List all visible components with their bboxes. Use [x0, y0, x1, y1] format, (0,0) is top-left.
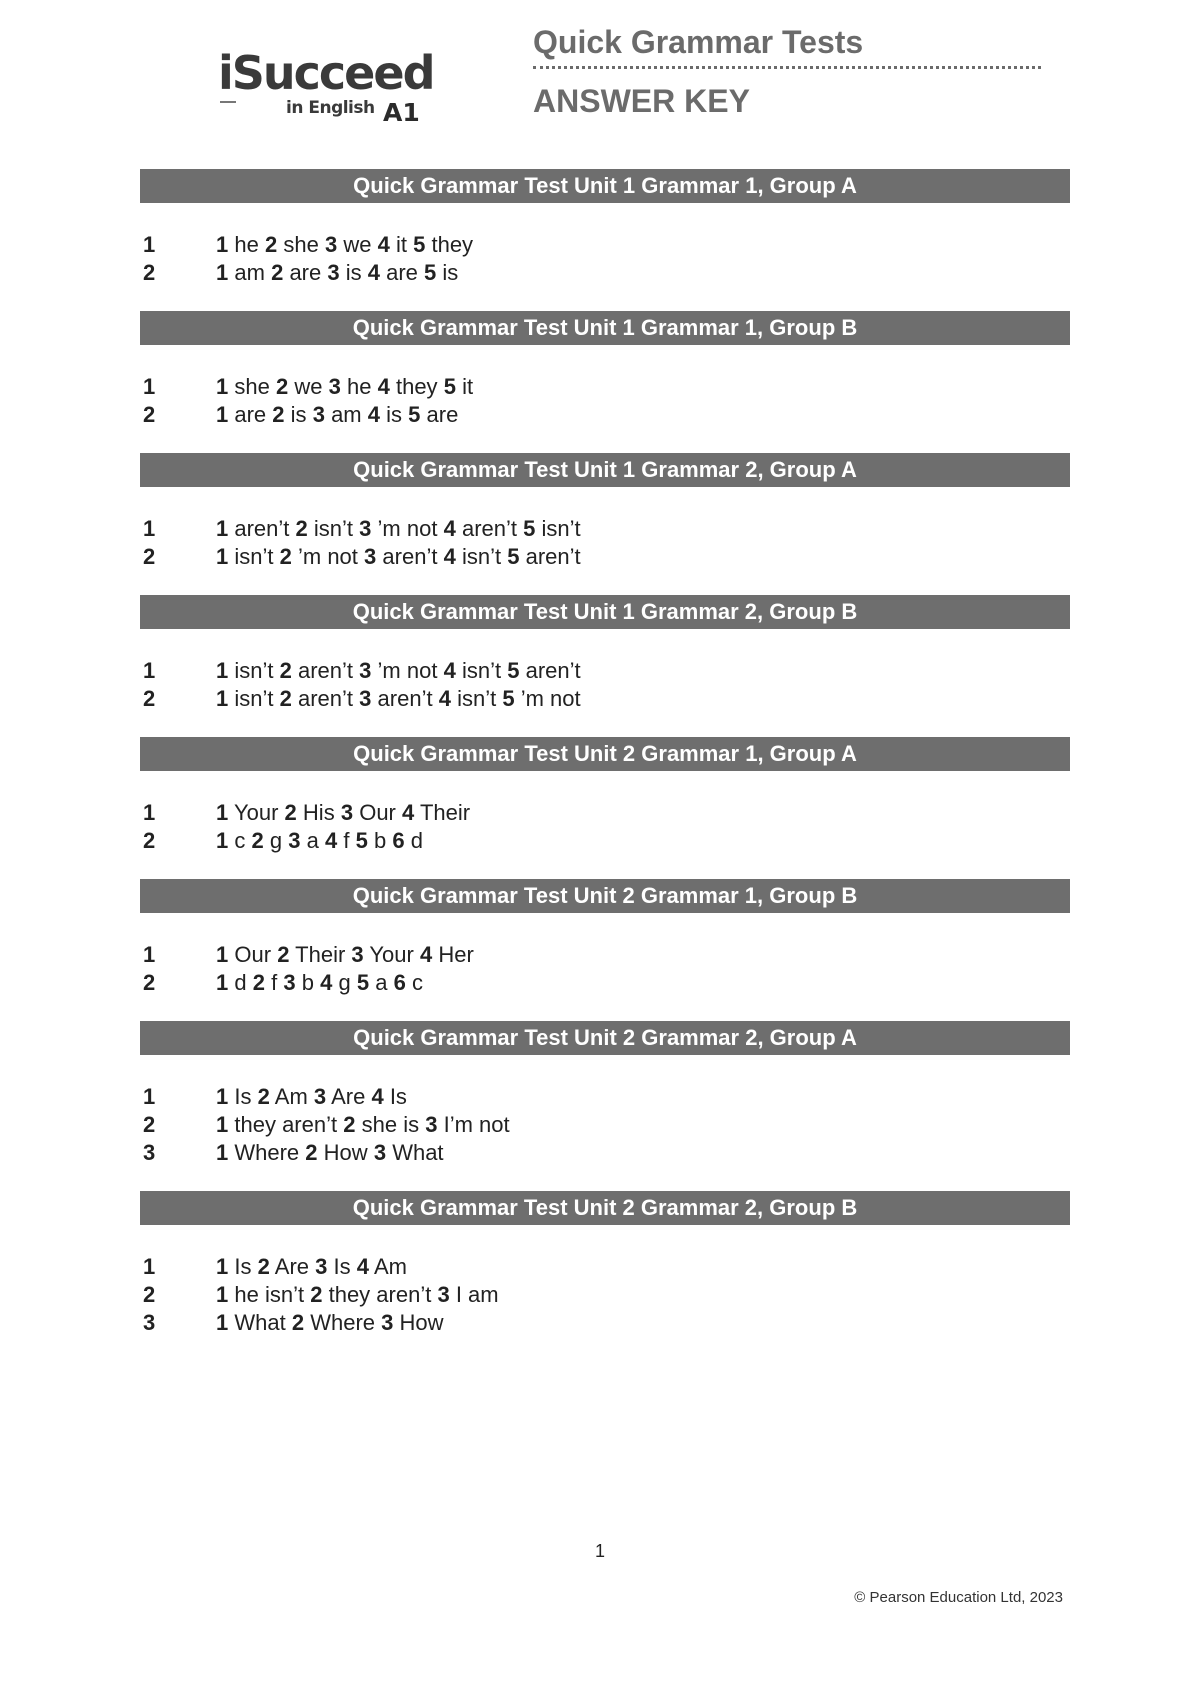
item-answer: b — [301, 970, 314, 995]
item-number: 5 — [502, 686, 515, 711]
item-number: 4 — [377, 374, 390, 399]
item-answer: a — [375, 970, 388, 995]
item-number: 3 — [283, 970, 296, 995]
answer-section — [140, 737, 1070, 879]
item-answer: Are — [274, 1254, 310, 1279]
section-header: Quick Grammar Test Unit 2 Grammar 1, Group B — [140, 879, 1070, 913]
item-answer: Am — [274, 1084, 308, 1109]
item-number: 1 — [216, 1140, 229, 1165]
item-answer: Is — [389, 1084, 407, 1109]
answer-row — [140, 373, 1070, 401]
answer-row — [140, 515, 1070, 543]
item-number: 1 — [216, 544, 229, 569]
item-answer: isn’t — [313, 516, 354, 541]
answer-row — [140, 259, 1070, 287]
item-number: 3 — [359, 686, 372, 711]
item-number: 6 — [392, 828, 405, 853]
exercise-number: 1 — [143, 374, 156, 399]
item-answer: isn’t — [234, 658, 274, 683]
exercise-number: 2 — [143, 828, 156, 853]
item-number: 2 — [279, 544, 292, 569]
item-number: 5 — [523, 516, 536, 541]
item-answer: are — [289, 260, 322, 285]
item-number: 2 — [275, 374, 289, 399]
answer-row — [140, 799, 1070, 827]
answer-list — [140, 1225, 1070, 1361]
item-answer: His — [302, 800, 335, 825]
item-number: 1 — [216, 942, 229, 967]
answer-section — [140, 1191, 1070, 1361]
item-answer: ’m not — [298, 544, 358, 569]
item-number: 5 — [507, 658, 520, 683]
item-number: 1 — [216, 516, 229, 541]
item-answer: Is — [234, 1254, 252, 1279]
item-number: 3 — [364, 544, 377, 569]
exercise-number: 3 — [143, 1310, 156, 1335]
item-answer: Is — [333, 1254, 351, 1279]
page-number: 1 — [594, 1541, 605, 1561]
answer-row — [140, 401, 1070, 429]
item-answer: How — [399, 1310, 444, 1335]
answer-text — [216, 657, 1070, 685]
item-answer: Our — [234, 942, 272, 967]
item-answer: What — [392, 1140, 444, 1165]
item-number: 2 — [257, 1254, 270, 1279]
item-answer: f — [271, 970, 278, 995]
answer-row — [140, 1139, 1070, 1167]
item-number: 3 — [359, 658, 372, 683]
item-number: 3 — [340, 800, 354, 825]
answer-list — [140, 203, 1070, 311]
item-answer: a — [306, 828, 319, 853]
item-answer: he — [234, 232, 259, 257]
item-answer: c — [412, 970, 423, 995]
item-number: 2 — [343, 1112, 356, 1137]
item-number: 1 — [216, 1310, 229, 1335]
item-number: 3 — [313, 1084, 327, 1109]
item-answer: I am — [455, 1282, 499, 1307]
item-number: 4 — [367, 402, 380, 427]
copyright-notice: © Pearson Education Ltd, 2023 — [854, 1589, 1063, 1606]
exercise-number: 3 — [143, 1140, 156, 1165]
item-number: 3 — [437, 1282, 450, 1307]
item-answer: we — [343, 232, 372, 257]
item-number: 2 — [310, 1282, 323, 1307]
answer-list — [140, 345, 1070, 453]
section-header: Quick Grammar Test Unit 2 Grammar 2, Group A — [140, 1021, 1070, 1055]
item-answer: they aren’t — [328, 1282, 432, 1307]
item-answer: f — [343, 828, 350, 853]
item-number: 5 — [413, 232, 426, 257]
answer-list — [140, 487, 1070, 595]
logo-underline — [220, 101, 236, 103]
exercise-number: 1 — [143, 1084, 156, 1109]
item-answer: it — [395, 232, 407, 257]
answer-text — [216, 827, 1070, 855]
exercise-number: 2 — [143, 544, 156, 569]
item-number: 2 — [291, 1310, 305, 1335]
item-answer: are — [234, 402, 267, 427]
section-header: Quick Grammar Test Unit 1 Grammar 1, Group A — [140, 169, 1070, 203]
item-answer: isn’t — [461, 544, 502, 569]
item-answer: g — [269, 828, 283, 853]
answer-text — [216, 1309, 1070, 1337]
answer-list — [140, 629, 1070, 737]
item-answer: she — [234, 374, 270, 399]
item-number: 4 — [367, 260, 380, 285]
item-number: 4 — [325, 828, 338, 853]
item-answer: g — [338, 970, 351, 995]
answer-section — [140, 595, 1070, 737]
item-answer: c — [234, 828, 246, 853]
answer-section — [140, 169, 1070, 311]
answer-row — [140, 543, 1070, 571]
item-number: 2 — [305, 1140, 318, 1165]
answer-text — [216, 941, 1070, 969]
answer-text — [216, 1111, 1070, 1139]
item-number: 2 — [295, 516, 308, 541]
logo-level: A1 — [383, 98, 420, 127]
answer-sections — [140, 169, 1070, 1361]
item-number: 3 — [381, 1310, 394, 1335]
document-title: Quick Grammar Tests — [533, 24, 864, 60]
exercise-number: 2 — [143, 686, 156, 711]
item-number: 5 — [424, 260, 437, 285]
item-answer: isn’t — [234, 544, 274, 569]
dotted-divider — [533, 66, 1041, 69]
item-number: 2 — [277, 942, 290, 967]
answer-text — [216, 1253, 1070, 1281]
item-answer: are — [426, 402, 459, 427]
item-number: 2 — [252, 970, 265, 995]
item-number: 1 — [216, 1282, 229, 1307]
item-number: 5 — [356, 970, 370, 995]
item-number: 2 — [271, 260, 284, 285]
item-answer: is — [442, 260, 459, 285]
item-answer: Am — [373, 1254, 407, 1279]
exercise-number: 1 — [143, 1254, 156, 1279]
item-answer: are — [386, 260, 418, 285]
item-answer: they aren’t — [234, 1112, 338, 1137]
item-answer: How — [323, 1140, 368, 1165]
item-number: 3 — [324, 232, 338, 257]
item-number: 1 — [216, 1084, 229, 1109]
item-number: 4 — [438, 686, 451, 711]
item-answer: Her — [438, 942, 474, 967]
item-answer: aren’t — [461, 516, 518, 541]
answer-row — [140, 1083, 1070, 1111]
item-answer: isn’t — [461, 658, 502, 683]
item-number: 3 — [328, 374, 341, 399]
answer-row — [140, 1309, 1070, 1337]
item-answer: isn’t — [234, 686, 274, 711]
item-number: 4 — [443, 516, 456, 541]
item-number: 4 — [377, 232, 390, 257]
item-number: 3 — [288, 828, 301, 853]
item-answer: Where — [234, 1140, 300, 1165]
item-number: 4 — [443, 544, 456, 569]
answer-text — [216, 259, 1070, 287]
item-number: 4 — [402, 800, 415, 825]
item-number: 3 — [312, 402, 325, 427]
exercise-number: 1 — [143, 658, 156, 683]
section-header: Quick Grammar Test Unit 1 Grammar 2, Group A — [140, 453, 1070, 487]
exercise-number: 1 — [143, 516, 156, 541]
item-answer: isn’t — [457, 686, 497, 711]
answer-text — [216, 1139, 1070, 1167]
exercise-number: 1 — [143, 232, 156, 257]
item-number: 4 — [320, 970, 333, 995]
item-number: 2 — [279, 686, 292, 711]
item-number: 1 — [216, 970, 229, 995]
answer-text — [216, 1281, 1070, 1309]
item-number: 2 — [279, 658, 292, 683]
item-number: 3 — [327, 260, 340, 285]
answer-list — [140, 913, 1070, 1021]
answer-row — [140, 231, 1070, 259]
item-number: 5 — [507, 544, 520, 569]
item-number: 4 — [356, 1254, 370, 1279]
answer-list — [140, 1055, 1070, 1191]
answer-row — [140, 941, 1070, 969]
item-answer: they — [395, 374, 438, 399]
exercise-number: 2 — [143, 1282, 156, 1307]
item-answer: Their — [419, 800, 471, 825]
item-number: 1 — [216, 374, 229, 399]
answer-text — [216, 515, 1070, 543]
answer-section — [140, 453, 1070, 595]
answer-row — [140, 657, 1070, 685]
item-number: 1 — [216, 1254, 229, 1279]
item-answer: d — [234, 970, 247, 995]
answer-key-heading: ANSWER KEY — [533, 83, 750, 119]
item-answer: it — [462, 374, 474, 399]
item-answer: What — [234, 1310, 286, 1335]
logo-brand: iSucceed — [218, 46, 434, 100]
item-answer: they — [431, 232, 474, 257]
answer-text — [216, 799, 1070, 827]
item-answer: ’m not — [520, 686, 581, 711]
answer-section — [140, 879, 1070, 1021]
item-answer: I’m not — [443, 1112, 510, 1137]
item-answer: ’m not — [377, 658, 438, 683]
item-answer: is — [290, 402, 307, 427]
answer-text — [216, 543, 1070, 571]
item-answer: Is — [234, 1084, 252, 1109]
item-number: 3 — [315, 1254, 328, 1279]
answer-list — [140, 771, 1070, 879]
item-answer: aren’t — [525, 658, 581, 683]
item-answer: Our — [359, 800, 396, 825]
item-answer: is — [345, 260, 362, 285]
item-answer: he isn’t — [234, 1282, 305, 1307]
item-number: 5 — [408, 402, 421, 427]
item-answer: Your — [233, 800, 279, 825]
item-answer: isn’t — [541, 516, 581, 541]
item-number: 3 — [351, 942, 364, 967]
logo-subtitle: in English — [286, 98, 375, 118]
item-answer: am — [331, 402, 362, 427]
item-answer: he — [346, 374, 372, 399]
item-answer: aren’t — [298, 686, 354, 711]
item-number: 1 — [216, 402, 229, 427]
item-number: 4 — [371, 1084, 384, 1109]
answer-text — [216, 231, 1070, 259]
exercise-number: 2 — [143, 260, 156, 285]
answer-row — [140, 685, 1070, 713]
item-answer: we — [294, 374, 323, 399]
item-number: 2 — [264, 232, 278, 257]
exercise-number: 2 — [143, 1112, 156, 1137]
answer-text — [216, 1083, 1070, 1111]
exercise-number: 1 — [143, 942, 156, 967]
item-number: 1 — [216, 828, 229, 853]
answer-row — [140, 969, 1070, 997]
item-answer: Where — [310, 1310, 376, 1335]
item-number: 3 — [373, 1140, 387, 1165]
section-header: Quick Grammar Test Unit 1 Grammar 2, Group B — [140, 595, 1070, 629]
item-number: 3 — [359, 516, 372, 541]
answer-section — [140, 1021, 1070, 1191]
item-answer: aren’t — [298, 658, 354, 683]
answer-row — [140, 1253, 1070, 1281]
item-answer: she — [283, 232, 319, 257]
document-header — [533, 22, 1043, 121]
answer-text — [216, 373, 1070, 401]
item-answer: b — [374, 828, 387, 853]
item-answer: is — [386, 402, 403, 427]
exercise-number: 1 — [143, 800, 156, 825]
exercise-number: 2 — [143, 402, 156, 427]
item-number: 5 — [443, 374, 456, 399]
item-number: 6 — [393, 970, 406, 995]
item-answer: she is — [361, 1112, 420, 1137]
answer-row — [140, 1281, 1070, 1309]
answer-row — [140, 1111, 1070, 1139]
item-answer: Your — [369, 942, 414, 967]
isucceed-logo — [218, 46, 434, 130]
item-number: 1 — [216, 658, 229, 683]
answer-text — [216, 969, 1070, 997]
answer-section — [140, 311, 1070, 453]
item-answer: aren’t — [234, 516, 290, 541]
item-number: 3 — [425, 1112, 438, 1137]
section-header: Quick Grammar Test Unit 1 Grammar 1, Group B — [140, 311, 1070, 345]
exercise-number: 2 — [143, 970, 156, 995]
item-answer: aren’t — [525, 544, 581, 569]
item-answer: am — [234, 260, 265, 285]
section-header: Quick Grammar Test Unit 2 Grammar 1, Group A — [140, 737, 1070, 771]
section-header: Quick Grammar Test Unit 2 Grammar 2, Group B — [140, 1191, 1070, 1225]
item-number: 2 — [284, 800, 297, 825]
item-number: 1 — [216, 686, 229, 711]
item-answer: ’m not — [377, 516, 438, 541]
item-number: 4 — [443, 658, 456, 683]
answer-row — [140, 827, 1070, 855]
item-number: 2 — [272, 402, 285, 427]
item-answer: aren’t — [382, 544, 438, 569]
item-number: 2 — [251, 828, 264, 853]
item-number: 1 — [216, 800, 229, 825]
item-number: 2 — [257, 1084, 270, 1109]
item-number: 5 — [355, 828, 368, 853]
answer-text — [216, 401, 1070, 429]
item-number: 1 — [216, 232, 229, 257]
item-number: 1 — [216, 260, 229, 285]
item-number: 4 — [419, 942, 433, 967]
item-answer: Their — [295, 942, 346, 967]
item-answer: Are — [331, 1084, 366, 1109]
item-number: 1 — [216, 1112, 229, 1137]
item-answer: d — [410, 828, 423, 853]
answer-text — [216, 685, 1070, 713]
item-answer: aren’t — [377, 686, 433, 711]
